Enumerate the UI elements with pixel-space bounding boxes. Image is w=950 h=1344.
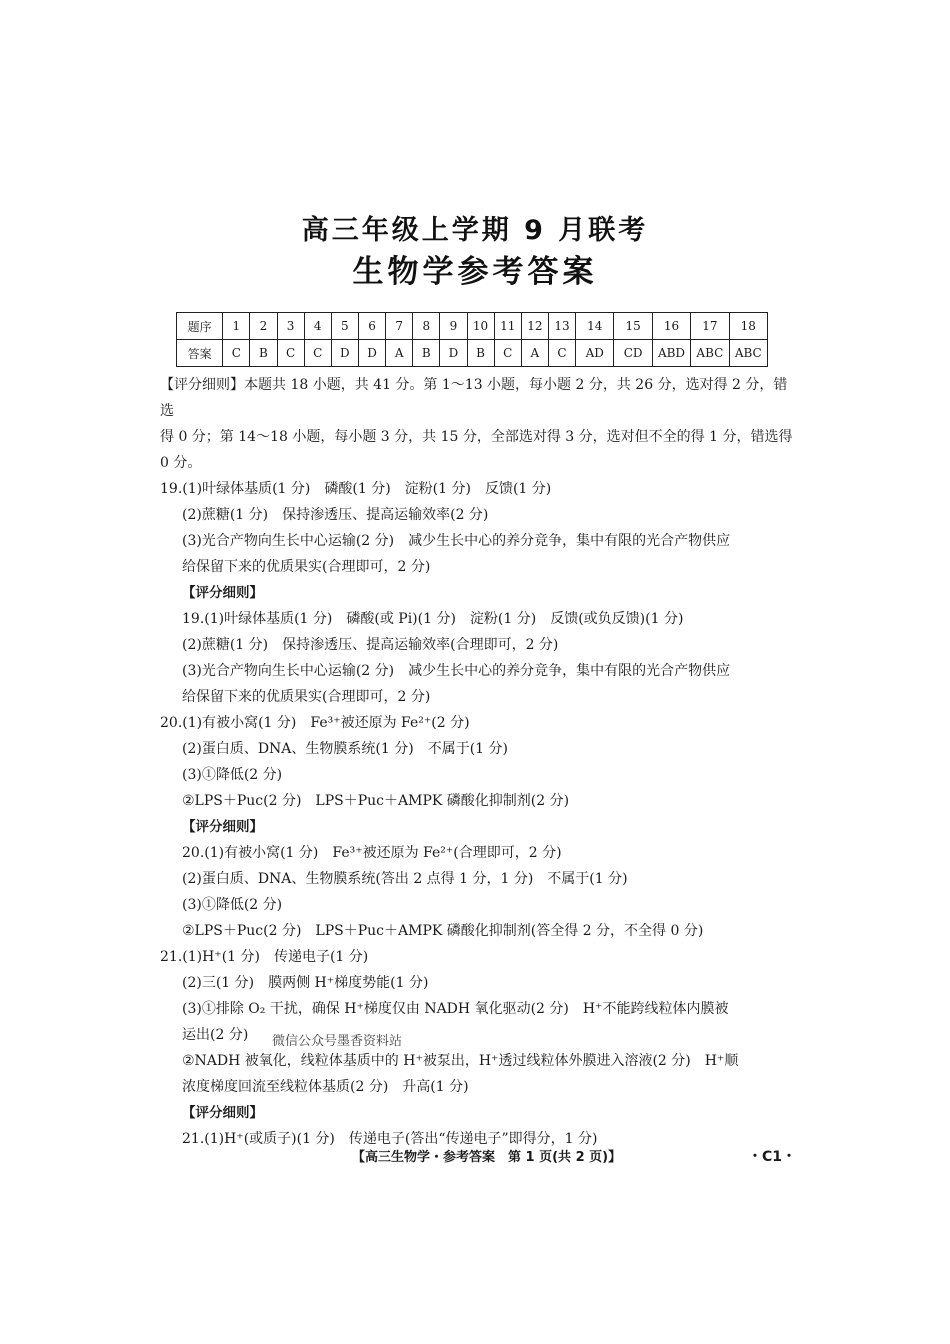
question-number-cell: 5 — [331, 313, 358, 340]
answer-cell: B — [250, 340, 277, 367]
answer-cell: D — [331, 340, 358, 367]
answer-cell: CD — [614, 340, 652, 367]
answer-line: 20.(1)有被小窝(1 分) Fe³⁺被还原为 Fe²⁺(合理即可，2 分) — [182, 845, 562, 861]
answer-line: (3)光合产物向生长中心运输(2 分) 减少生长中心的养分竞争，集中有限的光合产物供应 — [182, 533, 731, 549]
question-number-cell: 3 — [277, 313, 304, 340]
answer-line: 得 0 分；第 14～18 小题，每小题 3 分，共 15 分，全部选对得 3 分，选对但不全的得 1 分，错选得 — [160, 429, 793, 445]
answer-line: 给保留下来的优质果实(合理即可，2 分) — [182, 559, 431, 575]
question-number-cell: 1 — [223, 313, 250, 340]
answer-cell: ABD — [652, 340, 690, 367]
answer-cell: B — [413, 340, 440, 367]
answer-line: 浓度梯度回流至线粒体基质(2 分) 升高(1 分) — [182, 1079, 469, 1095]
section-heading: 【评分细则】 — [182, 585, 263, 601]
question-number-cell: 15 — [614, 313, 652, 340]
answer-cell: AD — [576, 340, 614, 367]
question-number-cell: 17 — [691, 313, 729, 340]
answer-line: 运出(2 分) — [182, 1027, 249, 1043]
answer-cell: C — [548, 340, 575, 367]
answer-cell: C — [277, 340, 304, 367]
question-number-cell: 11 — [494, 313, 521, 340]
answer-cell: C — [494, 340, 521, 367]
question-number-cell: 6 — [358, 313, 385, 340]
answer-line: 21.(1)H⁺(或质子)(1 分) 传递电子(答出“传递电子”即得分，1 分) — [182, 1131, 598, 1147]
answer-line: 给保留下来的优质果实(合理即可，2 分) — [182, 689, 431, 705]
answer-line: ②LPS＋Puc(2 分) LPS＋Puc＋AMPK 磷酸化抑制剂(2 分) — [182, 793, 570, 809]
answer-line: (2)蛋白质、DNA、生物膜系统(1 分) 不属于(1 分) — [182, 741, 508, 757]
question-number-cell: 4 — [304, 313, 331, 340]
answer-line: 20.(1)有被小窝(1 分) Fe³⁺被还原为 Fe²⁺(2 分) — [160, 715, 470, 731]
exam-title: 高三年级上学期 9 月联考 — [301, 215, 649, 246]
answer-cell: A — [521, 340, 548, 367]
section-heading: 【评分细则】 — [182, 1105, 263, 1121]
section-heading: 【评分细则】 — [182, 819, 263, 835]
answer-line: ②NADH 被氧化，线粒体基质中的 H⁺被泵出，H⁺透过线粒体外膜进入溶液(2 分) H⁺顺 — [182, 1053, 739, 1069]
question-number-cell: 14 — [576, 313, 614, 340]
answer-line: (2)蛋白质、DNA、生物膜系统(答出 2 点得 1 分，1 分) 不属于(1 分) — [182, 871, 628, 887]
answer-cell: ABC — [691, 340, 729, 367]
answer-line: ②LPS＋Puc(2 分) LPS＋Puc＋AMPK 磷酸化抑制剂(答全得 2 分，不全得 0 分) — [182, 923, 704, 939]
document-title: 生物学参考答案 — [352, 254, 598, 290]
answer-line: 0 分。 — [160, 455, 202, 471]
answer-line: (3)①排除 O₂ 干扰，确保 H⁺梯度仅由 NADH 氧化驱动(2 分) H⁺不能跨线粒体内膜被 — [182, 1001, 729, 1017]
answer-content — [160, 372, 800, 1152]
question-number-cell: 2 — [250, 313, 277, 340]
question-number-cell: 18 — [729, 313, 767, 340]
answer-line: 19.(1)叶绿体基质(1 分) 磷酸(1 分) 淀粉(1 分) 反馈(1 分) — [160, 481, 552, 497]
answer-cell: ABC — [729, 340, 767, 367]
answer-table — [176, 312, 768, 367]
question-number-cell: 7 — [386, 313, 413, 340]
answer-line: 19.(1)叶绿体基质(1 分) 磷酸(或 Pi)(1 分) 淀粉(1 分) 反馈(或负反馈)(1 分) — [182, 611, 684, 627]
answer-cell: D — [440, 340, 467, 367]
answer-cell: C — [223, 340, 250, 367]
page-footer: 【高三生物学・参考答案 第 1 页(共 2 页)】 — [352, 1150, 622, 1165]
answer-line: (2)三(1 分) 膜两侧 H⁺梯度势能(1 分) — [182, 975, 429, 991]
answer-cell: B — [467, 340, 494, 367]
answer-line: (3)①降低(2 分) — [182, 767, 283, 783]
question-number-cell: 8 — [413, 313, 440, 340]
answer-cell: C — [304, 340, 331, 367]
question-number-cell: 9 — [440, 313, 467, 340]
answer-row — [177, 340, 768, 367]
question-number-cell: 12 — [521, 313, 548, 340]
answer-cell: A — [386, 340, 413, 367]
question-number-cell: 13 — [548, 313, 575, 340]
answer-line: (2)蔗糖(1 分) 保持渗透压、提高运输效率(2 分) — [182, 507, 489, 523]
answer-line: (3)①降低(2 分) — [182, 897, 283, 913]
answer-cell: D — [358, 340, 385, 367]
answer-line: (2)蔗糖(1 分) 保持渗透压、提高运输效率(合理即可，2 分) — [182, 637, 559, 653]
answer-line: (3)光合产物向生长中心运输(2 分) 减少生长中心的养分竞争，集中有限的光合产物供应 — [182, 663, 731, 679]
answer-line: 21.(1)H⁺(1 分) 传递电子(1 分) — [160, 949, 369, 965]
question-number-cell: 10 — [467, 313, 494, 340]
question-number-row — [177, 313, 768, 340]
page-code: ・C1・ — [748, 1149, 797, 1165]
row-label: 答案 — [177, 340, 223, 367]
question-number-cell: 16 — [652, 313, 690, 340]
answer-line: 【评分细则】本题共 18 小题，共 41 分。第 1～13 小题，每小题 2 分，共 26 分，选对得 2 分，错选 — [160, 377, 788, 419]
watermark-text: 微信公众号墨香资料站 — [272, 1034, 403, 1049]
row-label: 题序 — [177, 313, 223, 340]
